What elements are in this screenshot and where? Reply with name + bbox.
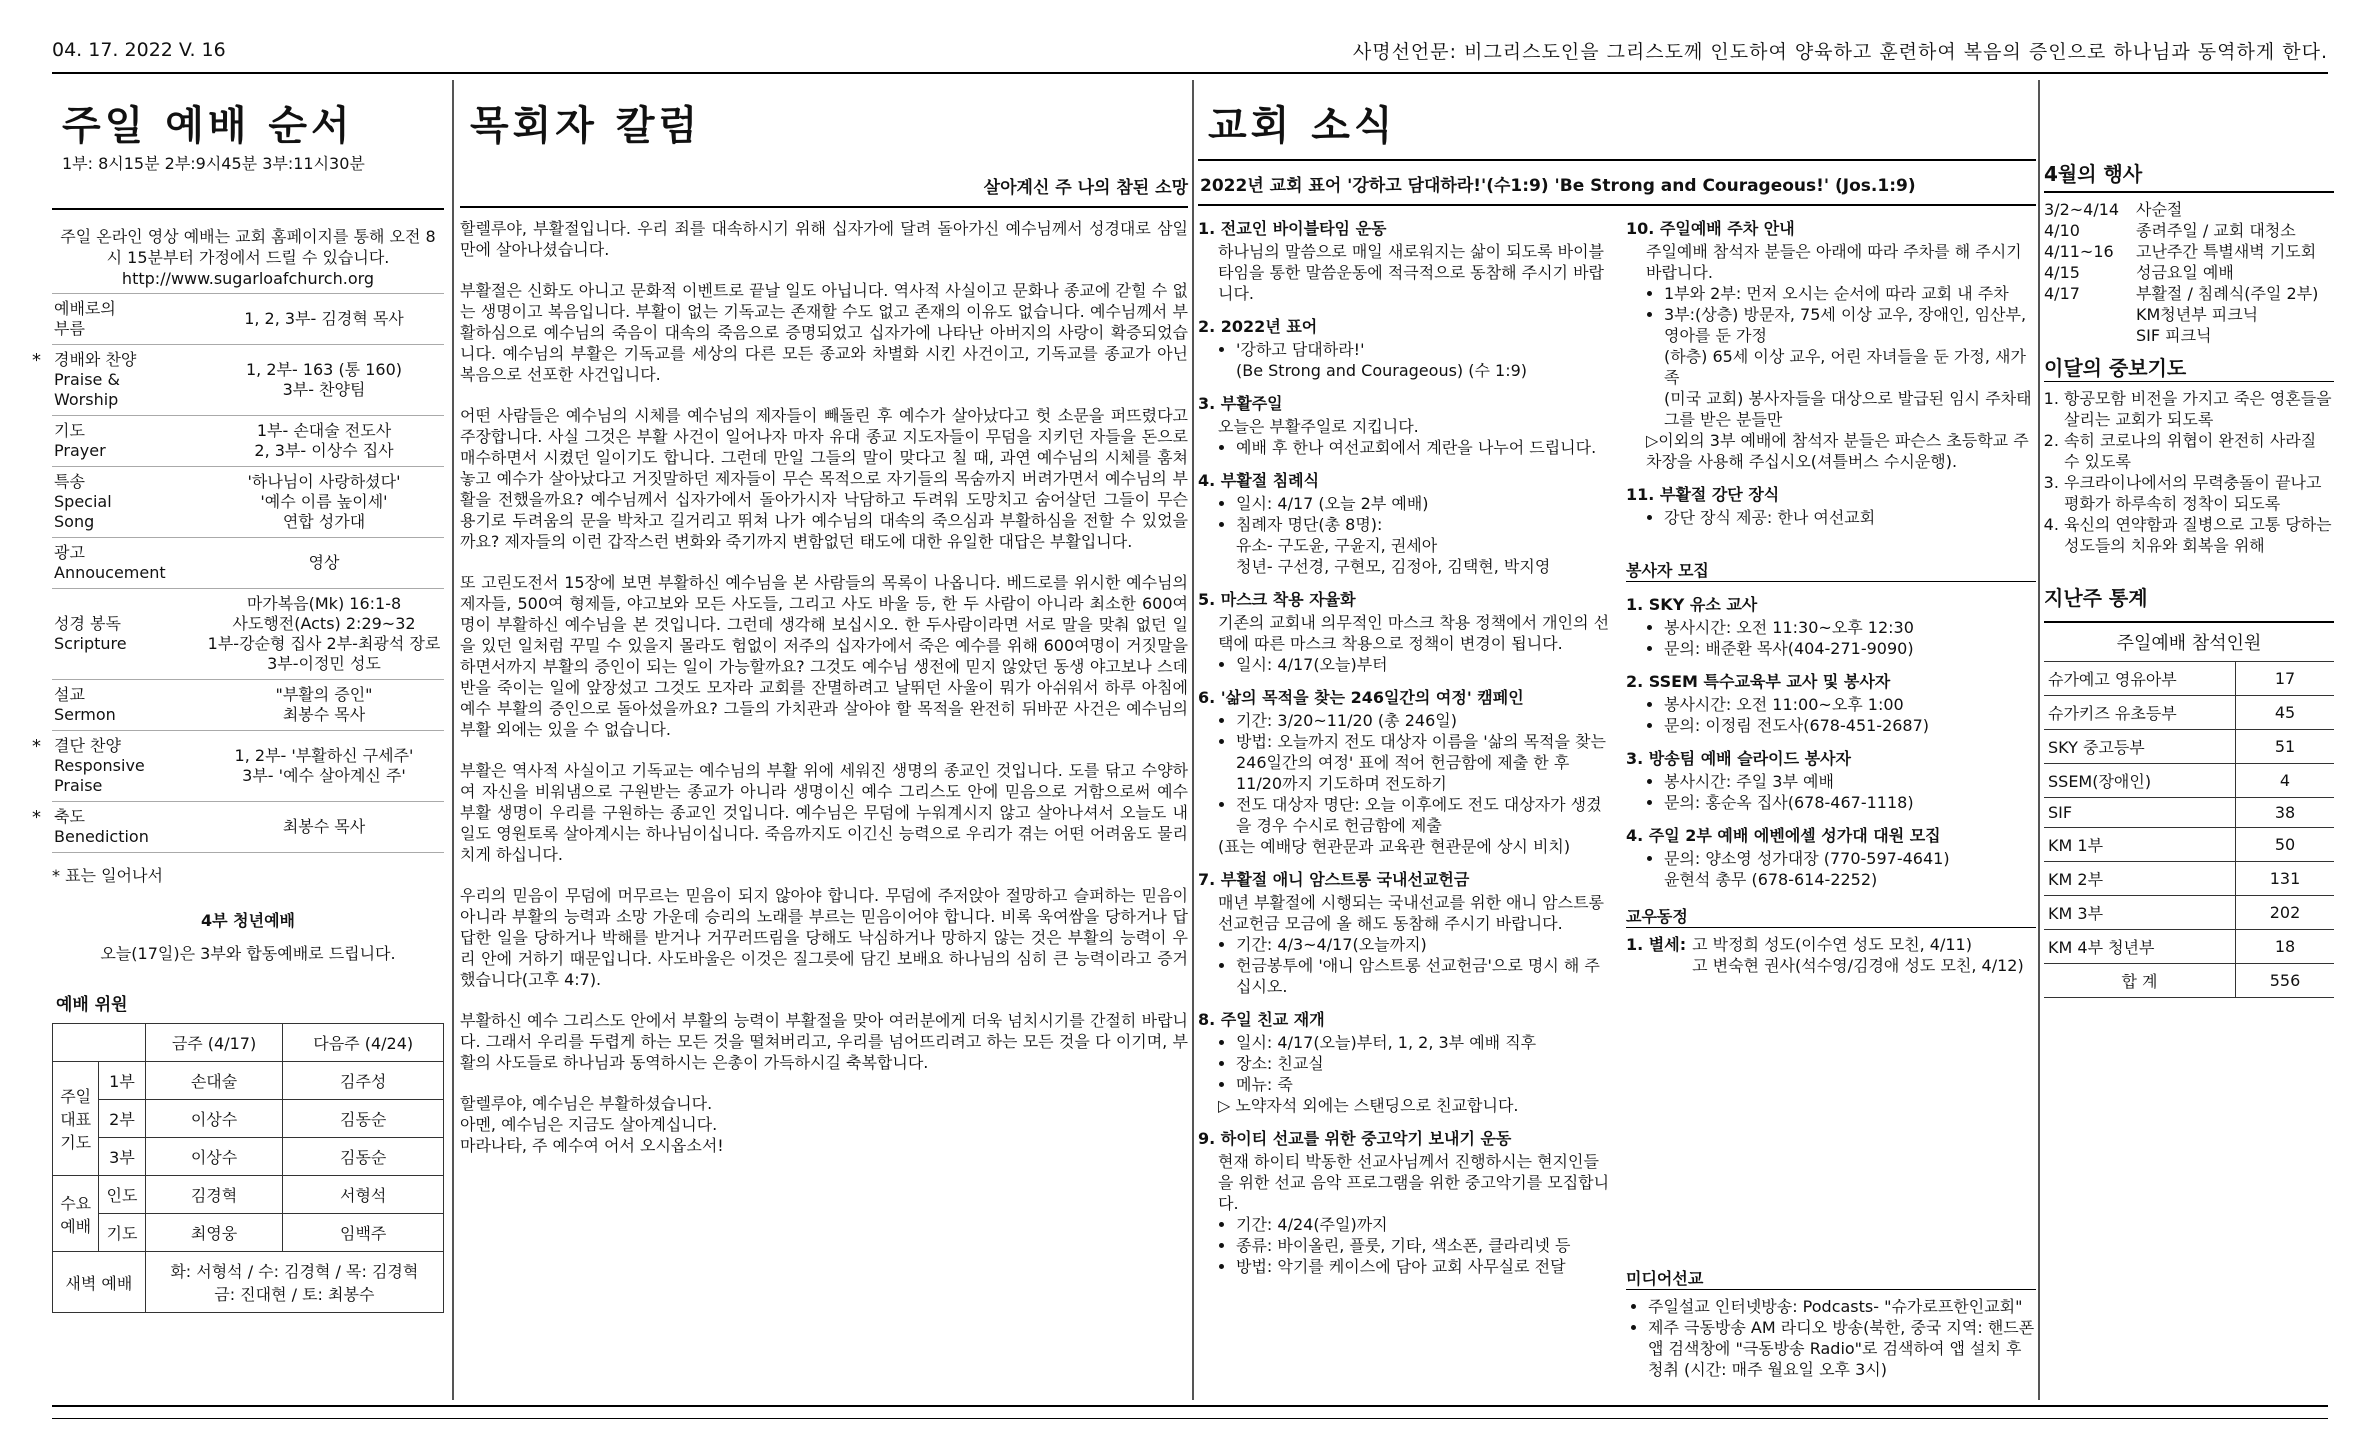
order-label: 성경 봉독 Scripture	[54, 614, 127, 653]
news-list-item: • 봉사시간: 오전 11:30~오후 12:30	[1664, 617, 2036, 638]
pastor-column	[460, 80, 1188, 1400]
stats-label: KM 4부 청년부	[2044, 930, 2236, 964]
dawn-value: 화: 서형석 / 수: 김경혁 / 목: 김경혁 금: 진대현 / 토: 최봉수	[145, 1252, 443, 1313]
news-list-item: • 헌금봉투에 '애니 암스트롱 선교헌금'으로 명시 해 주십시오.	[1236, 955, 1610, 997]
news-left	[1198, 206, 1610, 1380]
church-motto: 2022년 교회 표어 '강하고 담대하라!'(수1:9) 'Be Strong and Courageous!' (Jos.1:9)	[1200, 176, 1916, 196]
mission-statement: 사명선언문: 비그리스도인을 그리스도께 인도하여 양육하고 훈련하여 복음의 증인으로 하나님과 동역하게 한다.	[1352, 40, 2328, 63]
prayer-item: 3. 우크라이나에서의 무력충돌이 끝나고 평화가 하루속히 정착이 되도록	[2064, 472, 2334, 514]
events-title: 4월의 행사	[2044, 162, 2143, 186]
news-text: 하나님의 말씀으로 매일 새로워지는 삶이 되도록 바이블타임을 통한 말씀운동에 적극적으로 동참해 주시기 바랍니다.	[1218, 242, 1605, 303]
news-list-item: • 일시: 4/17 (오늘 2부 예배)	[1236, 493, 1610, 514]
committee-group: 수요 예배	[53, 1176, 99, 1252]
stats-label: SKY 중고등부	[2044, 730, 2236, 764]
divider	[460, 206, 1188, 208]
column-paragraph: 할렐루야, 부활절입니다. 우리 죄를 대속하시기 위해 십자가에 달려 돌아가신 예수님께서 성경대로 삼일만에 살아나셨습니다.	[460, 219, 1188, 259]
online-note: 주일 온라인 영상 예배는 교회 홈페이지를 통해 오전 8시 15분부터 가정에서 드릴 수 있습니다.	[60, 227, 436, 267]
event-date: 4/10	[2044, 221, 2080, 240]
news-list	[1198, 437, 1610, 458]
news-list-item: • 전도 대상자 명단: 오늘 이후에도 전도 대상자가 생겼을 경우 수시로 헌금함에 제출	[1236, 794, 1610, 836]
church-url[interactable]: http://www.sugarloafchurch.org	[121, 269, 375, 288]
media-title: 미디어선교	[1626, 1266, 2036, 1290]
divider	[1198, 159, 2036, 161]
order-value: 1, 2부- 163 (통 160) 3부- 찬양팀	[245, 360, 403, 399]
prayer-list	[2044, 388, 2334, 556]
bottom-rule	[52, 1405, 2328, 1407]
news-list-item: • 봉사시간: 주일 3부 예배	[1664, 771, 2036, 792]
stats-value: 17	[2236, 662, 2335, 696]
order-row	[32, 802, 444, 853]
committee-cell: 기도	[99, 1214, 145, 1252]
committee-cell: 최영웅	[145, 1214, 283, 1252]
committee-table	[52, 1023, 444, 1313]
committee-cell: 1부	[99, 1062, 145, 1100]
news-list	[1198, 493, 1610, 577]
committee-cell: 김주성	[283, 1062, 444, 1100]
event-row	[2044, 199, 2334, 220]
event-row	[2044, 241, 2334, 262]
stats-value: 18	[2236, 930, 2335, 964]
news-heading: 1. SKY 유소 교사	[1626, 595, 1758, 614]
news-list-item: • 문의: 홍순옥 집사(678-467-1118)	[1664, 792, 2036, 813]
worship-title: 주일 예배 순서	[62, 103, 354, 149]
order-value: 1부- 손대술 전도사 2, 3부- 이상수 집사	[254, 421, 394, 460]
stats-label: KM 2부	[2044, 862, 2236, 896]
stats-row	[2044, 896, 2334, 930]
stats-total-value: 556	[2236, 964, 2335, 998]
event-text: 부활절 / 침례식(주일 2부) KM청년부 피크닉 SIF 피크닉	[2136, 284, 2319, 345]
order-value: "부활의 증인" 최봉수 목사	[275, 685, 373, 724]
stand-note: * 표는 일어나서	[52, 866, 163, 885]
worship-times: 1부: 8시15분 2부:9시45분 3부:11시30분	[62, 154, 365, 173]
event-date: 4/17	[2044, 284, 2080, 303]
stats-label: SSEM(장애인)	[2044, 764, 2236, 798]
news-list	[1626, 617, 2036, 659]
event-text: 성금요일 예배	[2136, 263, 2234, 282]
member-label: 1. 별세:	[1626, 935, 1687, 954]
event-text: 사순절	[2136, 200, 2183, 219]
news-heading: 10. 주일예배 주차 안내	[1626, 219, 1795, 238]
news-heading: 2. 2022년 표어	[1198, 317, 1318, 336]
news-list	[1198, 1214, 1610, 1277]
stats-row	[2044, 662, 2334, 696]
order-label: 경배와 찬양 Praise & Worship	[54, 350, 137, 409]
stats-total-row	[2044, 964, 2334, 998]
news-list-item: • 기간: 3/20~11/20 (총 246일)	[1236, 710, 1610, 731]
committee-cell: 임백주	[283, 1214, 444, 1252]
stats-label: 슈가키즈 유초등부	[2044, 696, 2236, 730]
order-value: 마가복음(Mk) 16:1-8 사도행전(Acts) 2:29~32 1부-강순형 집사 2부-최광석 장로 3부-이정민 성도	[207, 594, 441, 673]
column-divider	[2038, 80, 2040, 1400]
news-list-item: • 기간: 4/24(주일)까지	[1236, 1214, 1610, 1235]
stats-row	[2044, 798, 2334, 828]
news-text: 현재 하이티 박동한 선교사님께서 진행하시는 현지인들을 위한 선교 음악 프로그램을 위한 중고악기를 모집합니다.	[1218, 1152, 1610, 1213]
committee-cell: 서형석	[283, 1176, 444, 1214]
youth-note: 오늘(17일)은 3부와 합동예배로 드립니다.	[100, 944, 396, 963]
stats-label: KM 3부	[2044, 896, 2236, 930]
stats-row	[2044, 930, 2334, 964]
event-row	[2044, 262, 2334, 283]
order-label: 특송 Special Song	[54, 472, 112, 531]
event-date: 4/15	[2044, 263, 2080, 282]
order-value: 영상	[308, 553, 340, 572]
news-list-item: • 일시: 4/17(오늘)부터, 1, 2, 3부 예배 직후	[1236, 1032, 1610, 1053]
required-stand-star: *	[32, 350, 41, 371]
stats-value: 131	[2236, 862, 2335, 896]
event-text: 종려주일 / 교회 대청소	[2136, 221, 2296, 240]
bottom-rule	[52, 1418, 2328, 1419]
order-value: 1, 2, 3부- 김경혁 목사	[244, 309, 404, 328]
news-list	[1198, 654, 1610, 675]
prayer-item: 2. 속히 코로나의 위협이 완전히 사라질 수 있도록	[2064, 430, 2334, 472]
event-text: 고난주간 특별새벽 기도회	[2136, 242, 2317, 261]
order-value: 최봉수 목사	[282, 817, 366, 836]
news-list	[1198, 1032, 1610, 1095]
stats-row	[2044, 730, 2334, 764]
news-list-item: • 3부:(상층) 방문자, 75세 이상 교우, 장애인, 임산부, 영아를 둔 가정 (하층) 65세 이상 교우, 어린 자녀들을 둔 가정, 새가족 (미국 교회) 봉사자들을 대상으로 발급된 임시 주차태그를 받은 분들만	[1664, 304, 2036, 430]
order-row	[32, 345, 444, 416]
news-list-item: • 종류: 바이올린, 플룻, 기타, 색소폰, 클라리넷 등	[1236, 1235, 1610, 1256]
news-list	[1626, 848, 2036, 890]
committee-cell: 김동순	[283, 1100, 444, 1138]
order-label: 예배로의 부름	[54, 299, 116, 338]
news-list-item: • 방법: 악기를 케이스에 담아 교회 사무실로 전달	[1236, 1256, 1610, 1277]
news-list-item: • 문의: 양소영 성가대장 (770-597-4641) 윤현석 총무 (678-614-2252)	[1664, 848, 2036, 890]
order-row	[52, 293, 444, 345]
column-paragraph: 또 고린도전서 15장에 보면 부활하신 예수님을 본 사람들의 목록이 나옵니다. 베드로를 위시한 예수님의 제자들, 500여 형제들, 야고보와 모든 사도들, 그리고 사도 바울 등, 한 두 사람이 아니라 최소한 600여명이 부활하신 예수님을 본 것입니다. 그런데 생각해 보십시오. 한 두사람이라면 서로 말을 맞춰 없던 일을 있던 일처럼 꾸밀 수 있을지 몰라도 험없이 저주의 십자가에서 죽은 예수를 위해 600여명이 거짓말을 하면서까지 부활의 증인이 되는 일이 가능할까요? 그것도 예수님 생전에 믿지 않았던 동생 야고보나 스데반을 죽이는 일에 앞장섰고 그것도 모자라 교회를 잔멸하려고 날뛰던 사울이 뭐가 아쉬워서 하루 아침에 예수 부활의 증인으로 돌아섰을까요? 그들의 가치관과 살아야 할 목적을 완전히 뒤바꾼 사건은 예수님의 부활 외에는 있을 수 없습니다.	[460, 573, 1188, 739]
committee-cell: 김경혁	[145, 1176, 283, 1214]
events-list	[2044, 199, 2334, 346]
news-list-item: • 메뉴: 죽	[1236, 1074, 1610, 1095]
committee-title: 예배 위원	[56, 995, 128, 1015]
committee-cell: 인도	[99, 1176, 145, 1214]
news-heading: 7. 부활절 애니 암스트롱 국내선교헌금	[1198, 870, 1470, 889]
news-list-item: • 침례자 명단(총 8명): 유소- 구도윤, 구윤지, 권세아 청년- 구선경, 구현모, 김정아, 김택현, 박지영	[1236, 514, 1610, 577]
news-heading: 11. 부활절 강단 장식	[1626, 485, 1780, 504]
required-stand-star: *	[32, 736, 41, 757]
required-stand-star: *	[32, 807, 41, 828]
worship-order-column	[32, 80, 444, 1400]
media-item: • 주일설교 인터넷방송: Podcasts- "슈가로프한인교회"	[1648, 1296, 2036, 1317]
news-list	[1626, 283, 2036, 430]
news-heading: 9. 하이티 선교를 위한 중고악기 보내기 운동	[1198, 1129, 1512, 1148]
news-heading: 4. 주일 2부 예배 에벤에셀 성가대 대원 모집	[1626, 826, 1941, 845]
news-list-item: • 방법: 오늘까지 전도 대상자 이름을 '삶의 목적을 찾는 246일간의 여정' 표에 적어 헌금함에 제출 한 후 11/20까지 기도하며 전도하기	[1236, 731, 1610, 794]
youth-title: 4부 청년예배	[201, 911, 295, 930]
column-body	[460, 218, 1188, 1156]
event-date: 3/2~4/14	[2044, 200, 2120, 219]
committee-cell: 이상수	[145, 1100, 283, 1138]
news-list-item: • 1부와 2부: 먼저 오시는 순서에 따라 교회 내 주차	[1664, 283, 2036, 304]
church-news-column	[1198, 80, 2036, 1400]
news-list	[1198, 339, 1610, 381]
column-subtitle: 살아계신 주 나의 참된 소망	[983, 178, 1188, 198]
stats-total-label: 합 계	[2044, 964, 2236, 998]
stats-table	[2044, 662, 2334, 998]
stats-row	[2044, 764, 2334, 798]
order-label: 광고 Annoucement	[54, 543, 166, 582]
stats-label: KM 1부	[2044, 828, 2236, 862]
col-this-week: 금주 (4/17)	[145, 1024, 283, 1062]
order-value: '하나님이 사랑하셨다' '예수 이름 높이세' 연합 성가대	[247, 472, 401, 531]
order-label: 축도 Benediction	[54, 807, 149, 846]
event-date: 4/11~16	[2044, 242, 2114, 261]
order-row	[52, 680, 444, 731]
news-heading: 2. SSEM 특수교육부 교사 및 봉사자	[1626, 672, 1891, 691]
news-text: 기존의 교회내 의무적인 마스크 착용 정책에서 개인의 선택에 따른 마스크 착용으로 정책이 변경이 됩니다.	[1218, 613, 1610, 653]
stats-value: 4	[2236, 764, 2335, 798]
stats-label: 슈가예고 영유아부	[2044, 662, 2236, 696]
news-list-item: • 봉사시간: 오전 11:00~오후 1:00	[1664, 694, 2036, 715]
news-text: 매년 부활절에 시행되는 국내선교를 위한 애니 암스트롱 선교헌금 모금에 올 해도 동참해 주시기 바랍니다.	[1218, 893, 1605, 933]
news-heading: 8. 주일 친교 재개	[1198, 1010, 1325, 1029]
news-list	[1626, 507, 2036, 528]
news-heading: 5. 마스크 착용 자율화	[1198, 590, 1356, 609]
volunteer-title: 봉사자 모집	[1626, 558, 2036, 582]
column-paragraph: 할렐루야, 예수님은 부활하셨습니다. 아멘, 예수님은 지금도 살아계십니다. 마라나타, 주 예수여 어서 오시옵소서!	[460, 1094, 724, 1155]
column-paragraph: 부활절은 신화도 아니고 문화적 이벤트로 끝날 일도 아닙니다. 역사적 사실이고 문화나 종교에 갇힐 수 없는 생명이고 복음입니다. 부활이 없는 기독교는 존재할 수도 없고 존재의 이유도 없습니다. 예수님께서 부활하심으로 예수님의 죽음이 대속의 죽음으로 증명되었고 십자가에 나타난 아버지의 사랑이 확증되었습니다. 예수님의 부활은 기독교를 세상의 다른 모든 종교와 차별화 시킨 사건이고, 기독교를 종교가 아닌 복음으로 선포한 사건입니다.	[460, 281, 1188, 384]
stats-header: 주일예배 참석인원	[2044, 621, 2334, 662]
news-heading: 6. '삶의 목적을 찾는 246일간의 여정' 캠페인	[1198, 688, 1524, 707]
issue-date: 04. 17. 2022 V. 16	[52, 39, 226, 61]
news-note: ▷이외의 3부 예배에 참석자 분들은 파슨스 초등학교 주차장을 사용해 주십시오(셔틀버스 수시운행).	[1646, 431, 2029, 471]
news-list	[1198, 710, 1610, 836]
column-paragraph: 어떤 사람들은 예수님의 시체를 예수님의 제자들이 빼돌린 후 예수가 살아났다고 헛 소문을 퍼뜨렸다고 주장합니다. 사실 그것은 부활 사건이 일어나자 마자 유대 종교 지도자들이 무덤을 지키던 자들을 돈으로 매수하면서 시켰던 일이기도 합니다. 그런데 만일 그들의 말이 맞다고 칠 때, 과연 예수님의 시체를 훔쳐 놓고 예수가 살아났다고 거짓말하던 제자들이 무슨 목적으로 자기들의 목숨까지 버려가면서 예수님의 부활을 전했을까요? 예수님께서 십자가에서 돌아가시자 낙담하고 두려워 도망치고 숨어살던 그들이 무슨 용기로 두려움의 문을 박차고 길거리고 뛰쳐 나가 예수님의 대속의 죽으심과 부활하심을 전할 수 있었을까요? 제자들의 이런 갑작스런 변화와 죽기까지 변함없던 태도에 대한 유일한 대답은 부활입니다.	[460, 406, 1188, 551]
media-item: • 제주 극동방송 AM 라디오 방송(북한, 중국 지역: 핸드폰 앱 검색창에 "극동방송 Radio"로 검색하여 앱 설치 후 청취 (시간: 매주 월요일 오후 3시)	[1648, 1317, 2036, 1380]
news-heading: 3. 방송팀 예배 슬라이드 봉사자	[1626, 749, 1851, 768]
divider	[52, 208, 444, 210]
news-list-item: • 예배 후 한나 여선교회에서 계란을 나누어 드립니다.	[1236, 437, 1610, 458]
top-rule	[52, 72, 2328, 74]
prayer-title: 이달의 중보기도	[2044, 352, 2334, 382]
news-heading: 4. 부활절 침례식	[1198, 471, 1320, 490]
news-text: 오늘은 부활주일로 지킵니다.	[1218, 417, 1419, 436]
order-row	[52, 589, 444, 680]
column-paragraph: 부활은 역사적 사실이고 기독교는 예수님의 부활 위에 세워진 생명의 종교인 것입니다. 도를 닦고 수양하여 자신을 비워냄으로 구원받는 종교가 아니라 생명이신 예수 그리스도 안에 믿음으로 거함으로써 예수 부활 생명이 우리를 구원하는 종교인 것입니다. 예수님은 무덤에 누워계시지 않고 살아나셔서 오늘도 내일도 영원토록 살아계시는 하나님이십니다. 죽음까지도 이긴신 능력으로 우리가 겪는 어떤 어려움도 물리치게 하십니다.	[460, 761, 1188, 864]
news-list	[1626, 771, 2036, 813]
order-list	[32, 293, 444, 853]
member-news-title: 교우동정	[1626, 904, 2036, 928]
order-row	[52, 467, 444, 538]
committee-cell: 3부	[99, 1138, 145, 1176]
news-list-item: • 기간: 4/3~4/17(오늘까지)	[1236, 934, 1610, 955]
stats-row	[2044, 696, 2334, 730]
news-heading: 3. 부활주일	[1198, 394, 1283, 413]
order-label: 설교 Sermon	[54, 685, 116, 724]
column-title: 목회자 칼럼	[470, 103, 702, 149]
stats-value: 38	[2236, 798, 2335, 828]
member-text: 고 박정희 성도(이수연 성도 모친, 4/11) 고 변숙현 권사(석수영/김경애 성도 모친, 4/12)	[1692, 935, 2024, 975]
stats-value: 50	[2236, 828, 2335, 862]
events-column	[2044, 80, 2334, 1400]
stats-row	[2044, 828, 2334, 862]
prayer-item: 4. 육신의 연약함과 질병으로 고통 당하는 성도들의 치유와 회복을 위해	[2064, 514, 2334, 556]
committee-cell: 김동순	[283, 1138, 444, 1176]
order-label: 결단 찬양 Responsive Praise	[54, 736, 145, 795]
event-row	[2044, 283, 2334, 346]
column-divider	[452, 80, 454, 1400]
stats-row	[2044, 862, 2334, 896]
committee-cell: 이상수	[145, 1138, 283, 1176]
order-value: 1, 2부- '부활하신 구세주' 3부- '예수 살아계신 주'	[234, 746, 414, 785]
column-paragraph: 우리의 믿음이 무덤에 머무르는 믿음이 되지 않아야 합니다. 무덤에 주저앉아 절망하고 슬퍼하는 믿음이 아니라 부활의 능력과 소망 가운데 승리의 노래를 부르는 믿음이어야 합니다. 비록 욱여쌈을 당하거나 답답한 일을 당하거나 박해를 받거나 거꾸러뜨림을 당해도 낙심하거나 망하지 않는 것은 부활의 능력이 우리 안에 거하기 때문입니다. 사도바울은 이것은 질그릇에 담긴 보배요 하나님의 심히 큰 능력이라고 증거했습니다(고후 4:7).	[460, 886, 1188, 989]
news-note: (표는 예배당 현관문과 교육관 현관문에 상시 비치)	[1218, 837, 1571, 856]
col-next-week: 다음주 (4/24)	[283, 1024, 444, 1062]
media-list	[1626, 1296, 2036, 1380]
order-row	[52, 416, 444, 467]
column-divider	[1192, 80, 1194, 1400]
news-list-item: • 강단 장식 제공: 한나 여선교회	[1664, 507, 2036, 528]
news-right	[1626, 216, 2036, 528]
news-list-item: • 장소: 친교실	[1236, 1053, 1610, 1074]
stats-value: 202	[2236, 896, 2335, 930]
news-list-item: • '강하고 담대하라!' (Be Strong and Courageous) (수 1:9)	[1236, 339, 1610, 381]
dawn-label: 새벽 예배	[53, 1252, 146, 1313]
news-list-item: • 문의: 배준환 목사(404-271-9090)	[1664, 638, 2036, 659]
column-paragraph: 부활하신 예수 그리스도 안에서 부활의 능력이 부활절을 맞아 여러분에게 더욱 넘치시기를 간절히 바랍니다. 그래서 우리를 두렵게 하는 모든 것을 떨쳐버리고, 우리를 넘어뜨리려고 하는 모든 것을 다 이기며, 부활의 사도들로 하나님과 동역하시는 은총이 가득하시길 축복합니다.	[460, 1011, 1188, 1072]
news-text: 주일예배 참석자 분들은 아래에 따라 주차를 해 주시기 바랍니다.	[1646, 242, 2022, 282]
order-row	[52, 538, 444, 589]
news-note: ▷ 노약자석 외에는 스탠딩으로 친교합니다.	[1218, 1096, 1519, 1115]
volunteer-list	[1626, 592, 2036, 890]
stats-label: SIF	[2044, 798, 2236, 828]
event-row	[2044, 220, 2334, 241]
divider	[2044, 191, 2334, 193]
news-list-item: • 문의: 이정림 전도사(678-451-2687)	[1664, 715, 2036, 736]
order-label: 기도 Prayer	[54, 421, 106, 460]
order-row	[32, 731, 444, 802]
top-bar	[52, 30, 2328, 70]
news-list	[1626, 694, 2036, 736]
committee-group: 주일 대표 기도	[53, 1062, 99, 1176]
stats-title: 지난주 통계	[2044, 586, 2148, 610]
committee-cell: 손대술	[145, 1062, 283, 1100]
news-title: 교회 소식	[1208, 103, 1397, 149]
prayer-item: 1. 항공모함 비전을 가지고 죽은 영혼들을 살리는 교회가 되도록	[2064, 388, 2334, 430]
news-heading: 1. 전교인 바이블타임 운동	[1198, 219, 1387, 238]
stats-value: 51	[2236, 730, 2335, 764]
news-list-item: • 일시: 4/17(오늘)부터	[1236, 654, 1610, 675]
stats-value: 45	[2236, 696, 2335, 730]
news-list	[1198, 934, 1610, 997]
committee-cell: 2부	[99, 1100, 145, 1138]
